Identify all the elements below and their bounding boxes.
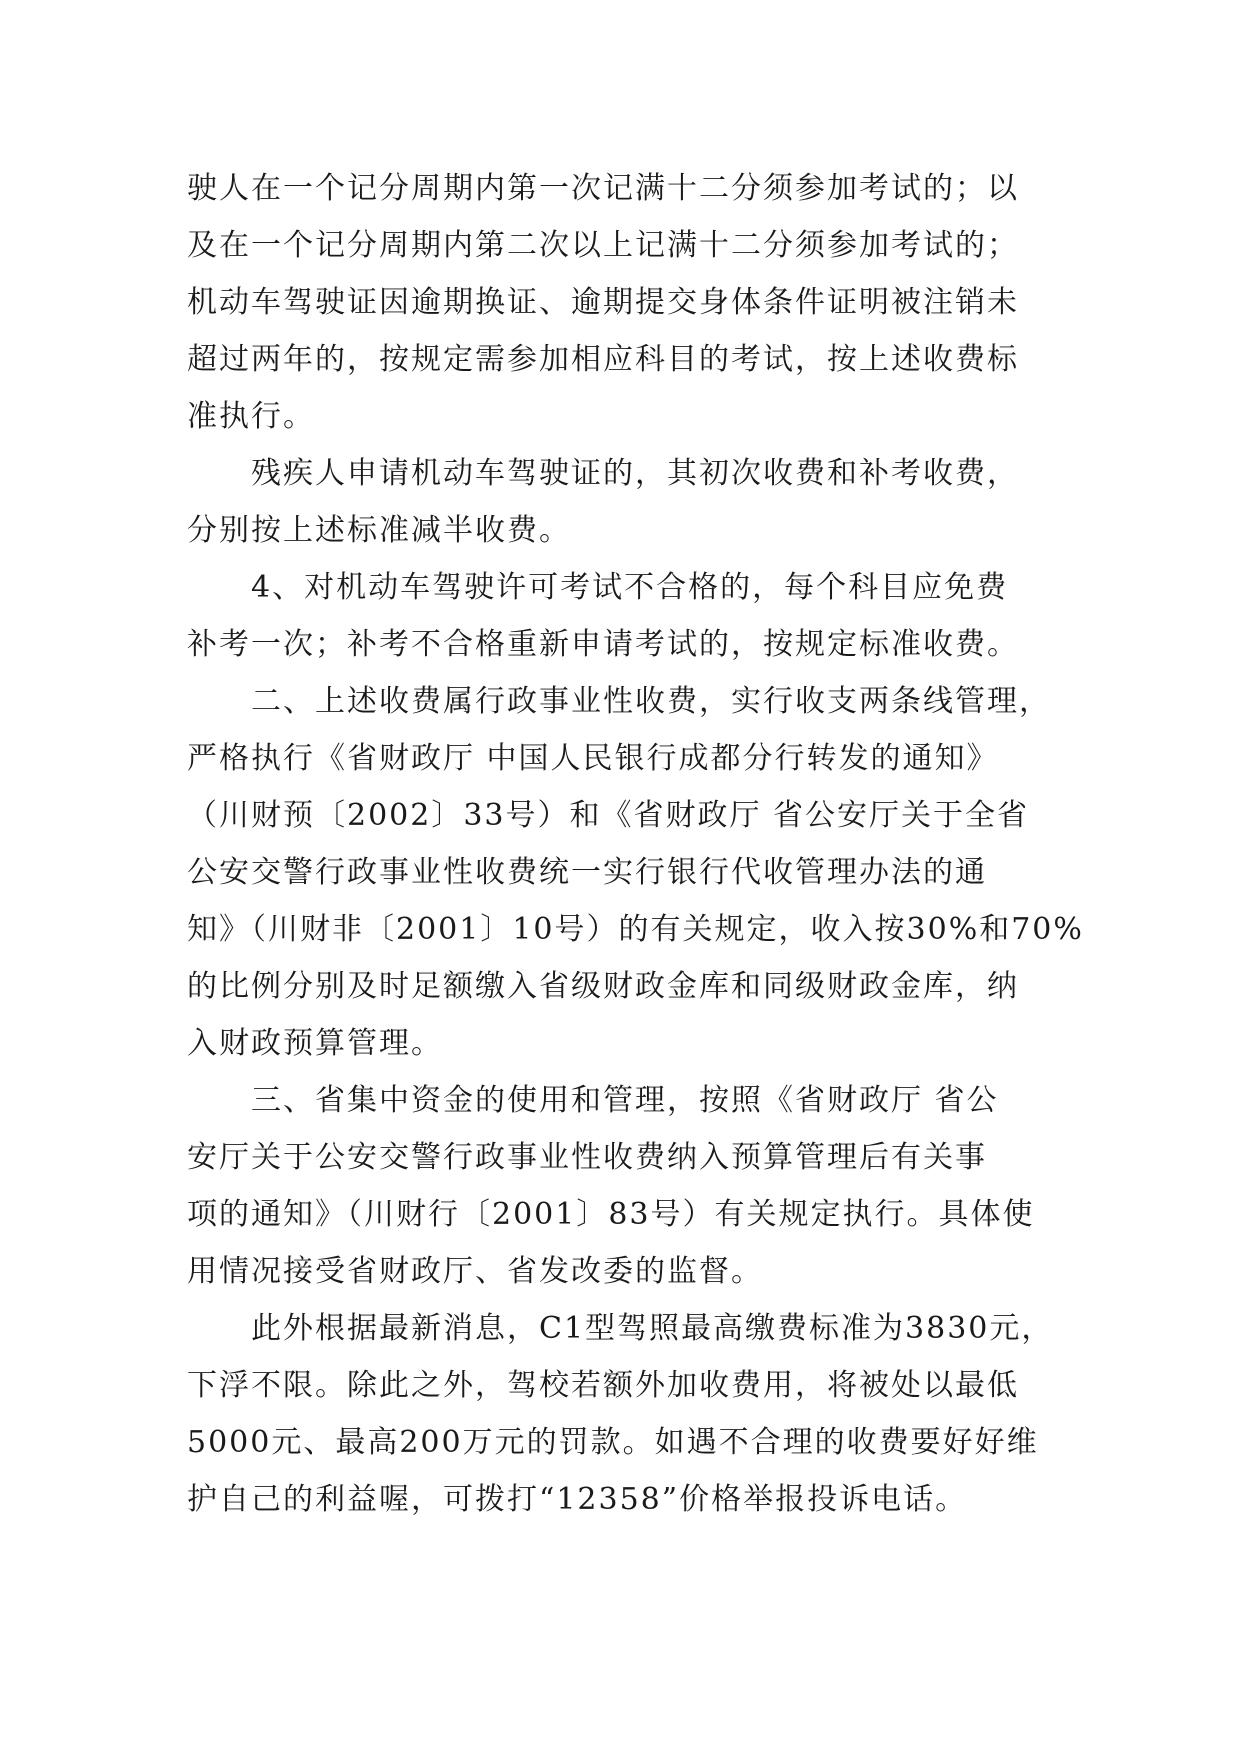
text-line: 三、省集中资金的使用和管理，按照《省财政厅 省公 <box>251 1083 999 1118</box>
text-line: （川财预〔2002〕33号）和《省财政厅 省公安厅关于全省 <box>187 798 1030 833</box>
text-line: 机动车驾驶证因逾期换证、逾期提交身体条件证明被注销未 <box>187 285 1019 320</box>
text-line: 护自己的利益喔，可拨打“12358”价格举报投诉电话。 <box>187 1482 968 1517</box>
text-line: 此外根据最新消息，C1型驾照最高缴费标准为3830元， <box>251 1311 1054 1346</box>
text-line: 二、上述收费属行政事业性收费，实行收支两条线管理， <box>251 684 1051 719</box>
text-line: 用情况接受省财政厅、省发改委的监督。 <box>187 1254 763 1289</box>
text-line: 驶人在一个记分周期内第一次记满十二分须参加考试的；以 <box>187 171 1019 206</box>
text-line: 超过两年的，按规定需参加相应科目的考试，按上述收费标 <box>187 342 1019 377</box>
text-line: 公安交警行政事业性收费统一实行银行代收管理办法的通 <box>187 855 987 890</box>
text-line: 入财政预算管理。 <box>187 1026 443 1061</box>
text-line: 知》（川财非〔2001〕10号）的有关规定，收入按30%和70% <box>187 912 1084 947</box>
text-line: 项的通知》（川财行〔2001〕83号）有关规定执行。具体使 <box>187 1197 1035 1232</box>
body-text <box>187 160 1084 1528</box>
text-line: 的比例分别及时足额缴入省级财政金库和同级财政金库，纳 <box>187 969 1019 1004</box>
text-line: 及在一个记分周期内第二次以上记满十二分须参加考试的； <box>187 228 1019 263</box>
text-line: 补考一次；补考不合格重新申请考试的，按规定标准收费。 <box>187 627 1019 662</box>
text-line: 分别按上述标准减半收费。 <box>187 513 571 548</box>
text-line: 安厅关于公安交警行政事业性收费纳入预算管理后有关事 <box>187 1140 987 1175</box>
text-line: 残疾人申请机动车驾驶证的，其初次收费和补考收费， <box>251 456 1019 491</box>
text-line: 4、对机动车驾驶许可考试不合格的，每个科目应免费 <box>251 570 1009 605</box>
text-line: 5000元、最高200万元的罚款。如遇不合理的收费要好好维 <box>187 1425 1039 1460</box>
text-line: 准执行。 <box>187 399 315 434</box>
text-line: 严格执行《省财政厅 中国人民银行成都分行转发的通知》 <box>187 741 999 776</box>
text-line: 下浮不限。除此之外，驾校若额外加收费用，将被处以最低 <box>187 1368 1019 1403</box>
